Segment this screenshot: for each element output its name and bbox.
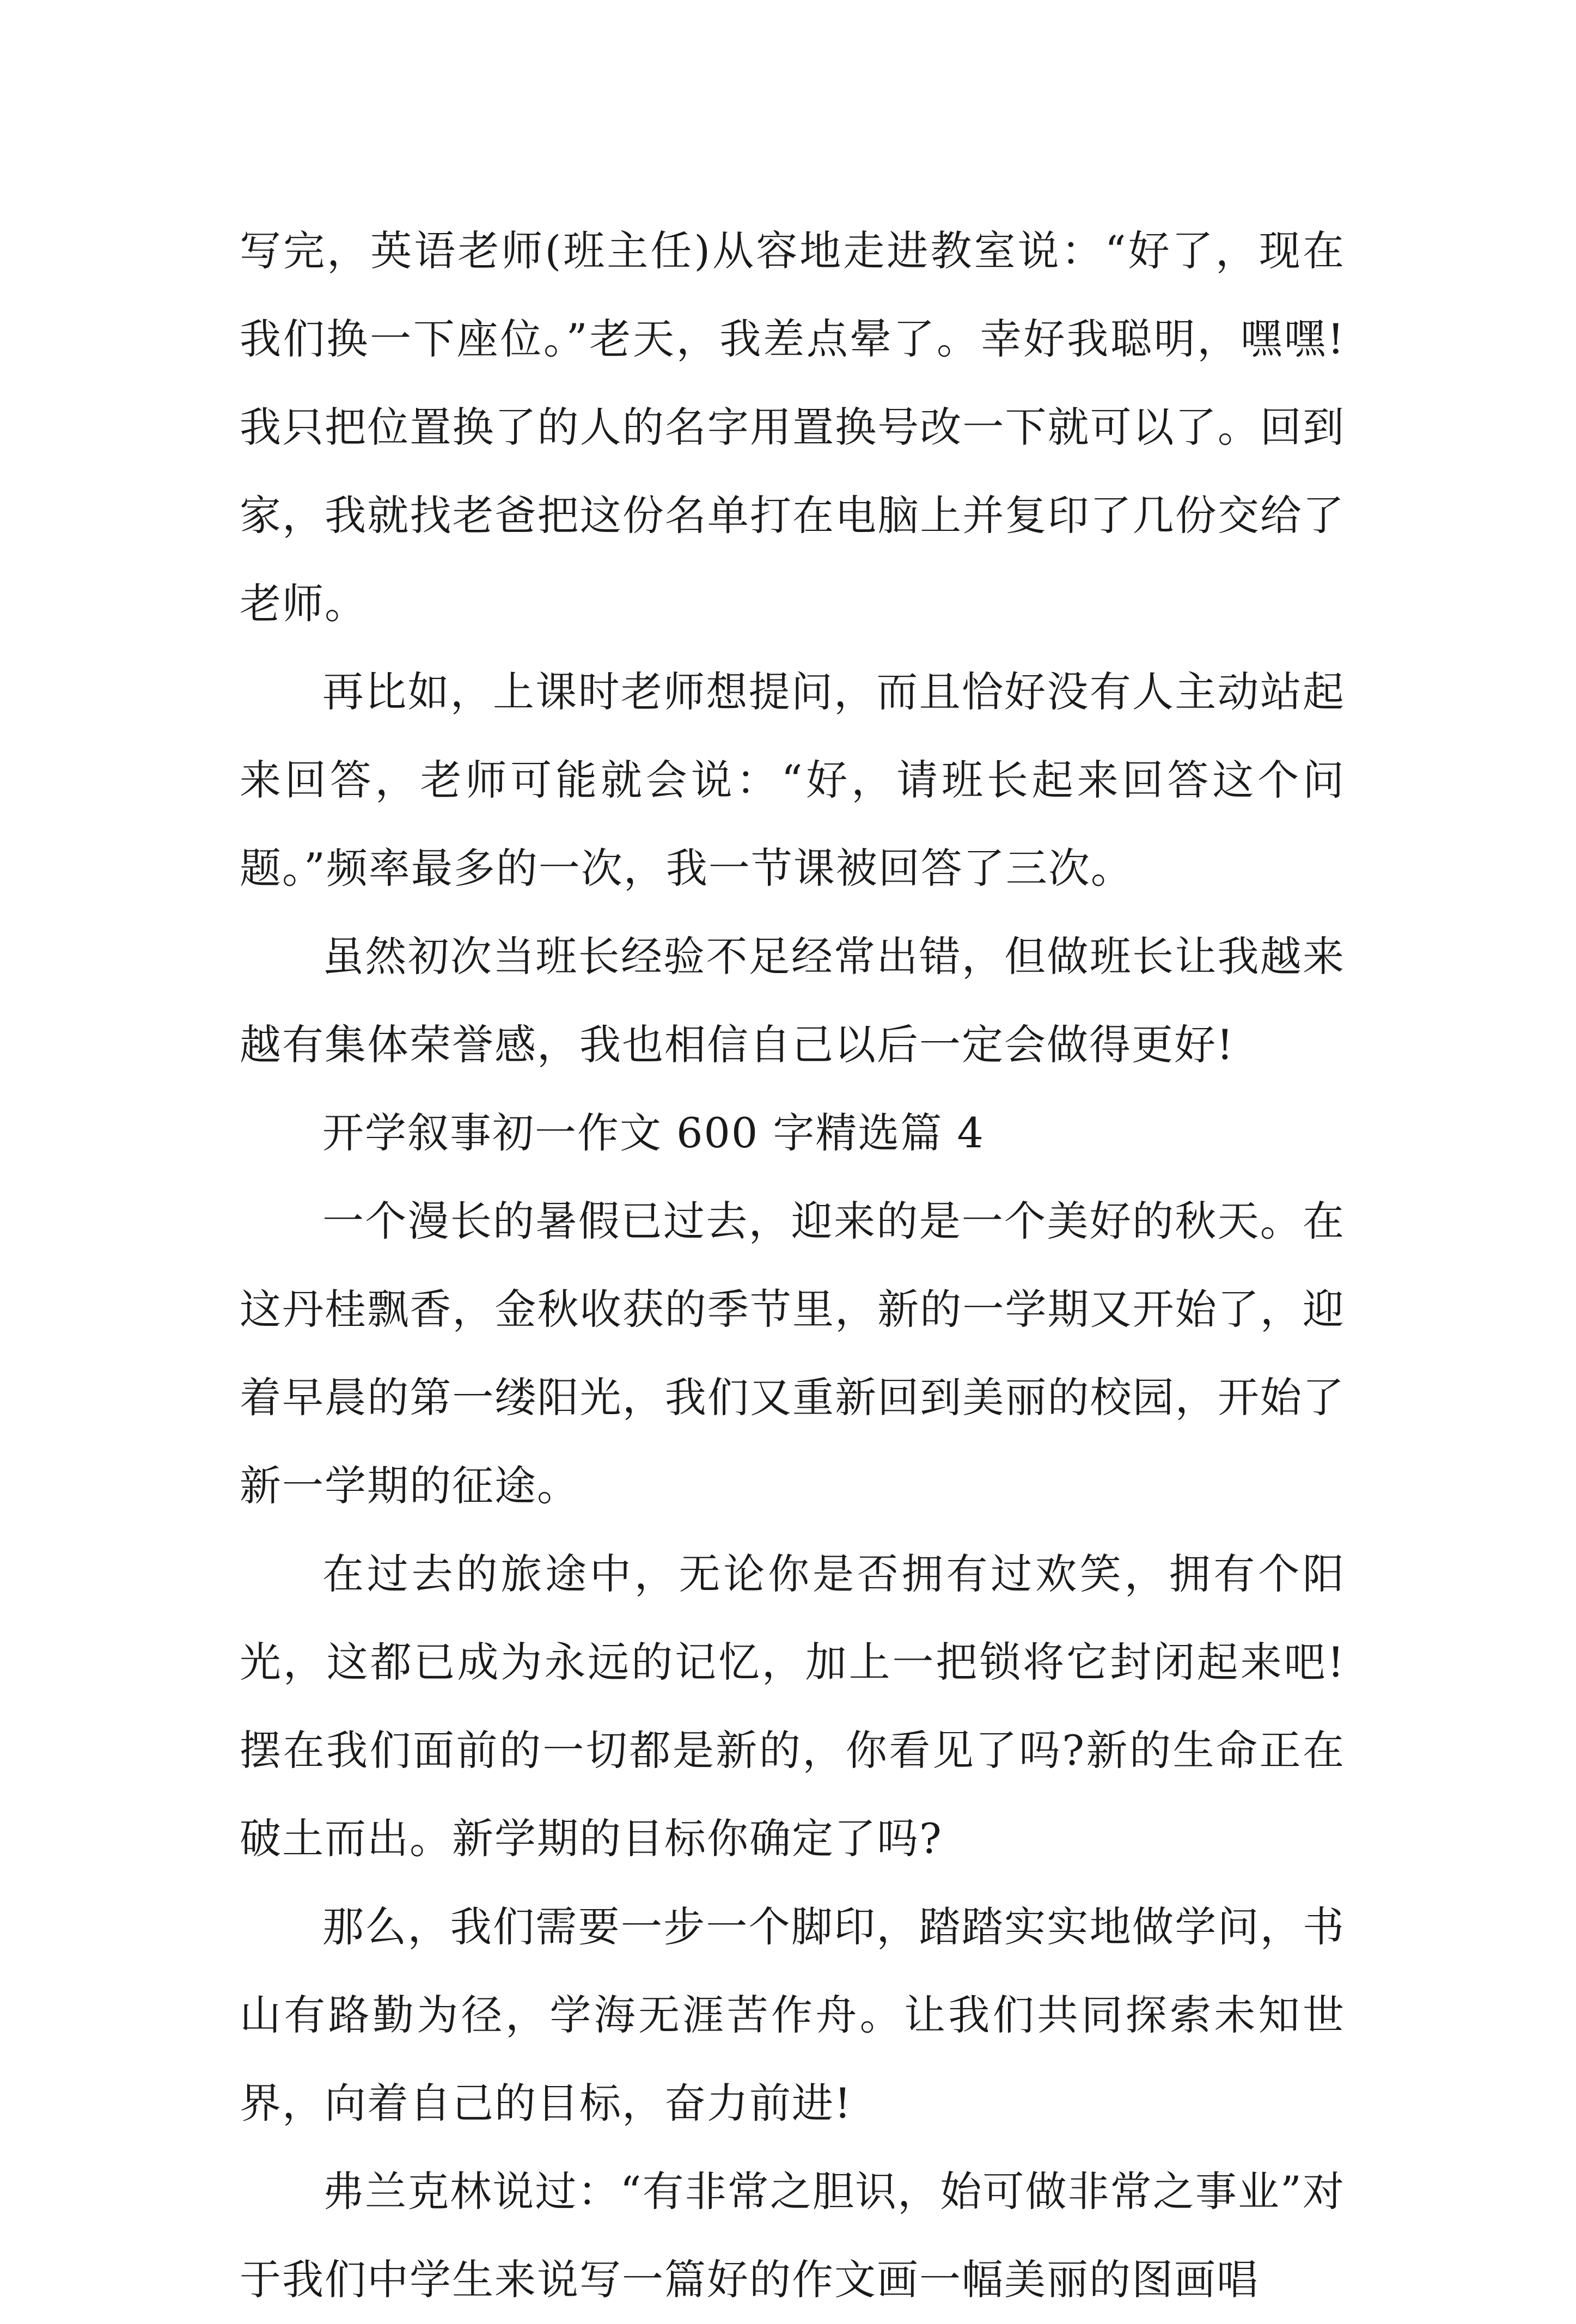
paragraph-continuation: 写完，英语老师(班主任)从容地走进教室说：“好了，现在我们换一下座位。”老天，我差点晕了。幸好我聪明，嘿嘿!我只把位置换了的人的名字用置换号改一下就可以了。回到家，我就找老爸把这份名单打在电脑上并复印了几份交给了老师。 — [240, 227, 1345, 628]
section-heading: 开学叙事初一作文 600 字精选篇 4 — [322, 1109, 985, 1157]
paragraph-step-by-step: 那么，我们需要一步一个脚印，踏踏实实地做学问，书山有路勤为径，学海无涯苦作舟。让我们共同探索未知世界，向着自己的目标，奋力前进! — [240, 1903, 1345, 2127]
paragraph-conclusion: 虽然初次当班长经验不足经常出错，但做班长让我越来越有集体荣誉感，我也相信自己以后一定会做得更好! — [240, 932, 1345, 1069]
document-body — [240, 207, 1345, 2324]
paragraph-franklin-quote: 弗兰克林说过：“有非常之胆识，始可做非常之事业”对于我们中学生来说写一篇好的作文画一幅美丽的图画唱 — [240, 2167, 1345, 2304]
paragraph-past-journey: 在过去的旅途中，无论你是否拥有过欢笑，拥有个阳光，这都已成为永远的记忆，加上一把锁将它封闭起来吧!摆在我们面前的一切都是新的，你看见了吗?新的生命正在破土而出。新学期的目标你确定了吗? — [240, 1550, 1345, 1863]
paragraph-new-semester: 一个漫长的暑假已过去，迎来的是一个美好的秋天。在这丹桂飘香，金秋收获的季节里，新的一学期又开始了，迎着早晨的第一缕阳光，我们又重新回到美丽的校园，开始了新一学期的征途。 — [240, 1197, 1345, 1510]
paragraph-question-example: 再比如，上课时老师想提问，而且恰好没有人主动站起来回答，老师可能就会说：“好，请班长起来回答这个问题。”频率最多的一次，我一节课被回答了三次。 — [240, 668, 1345, 892]
